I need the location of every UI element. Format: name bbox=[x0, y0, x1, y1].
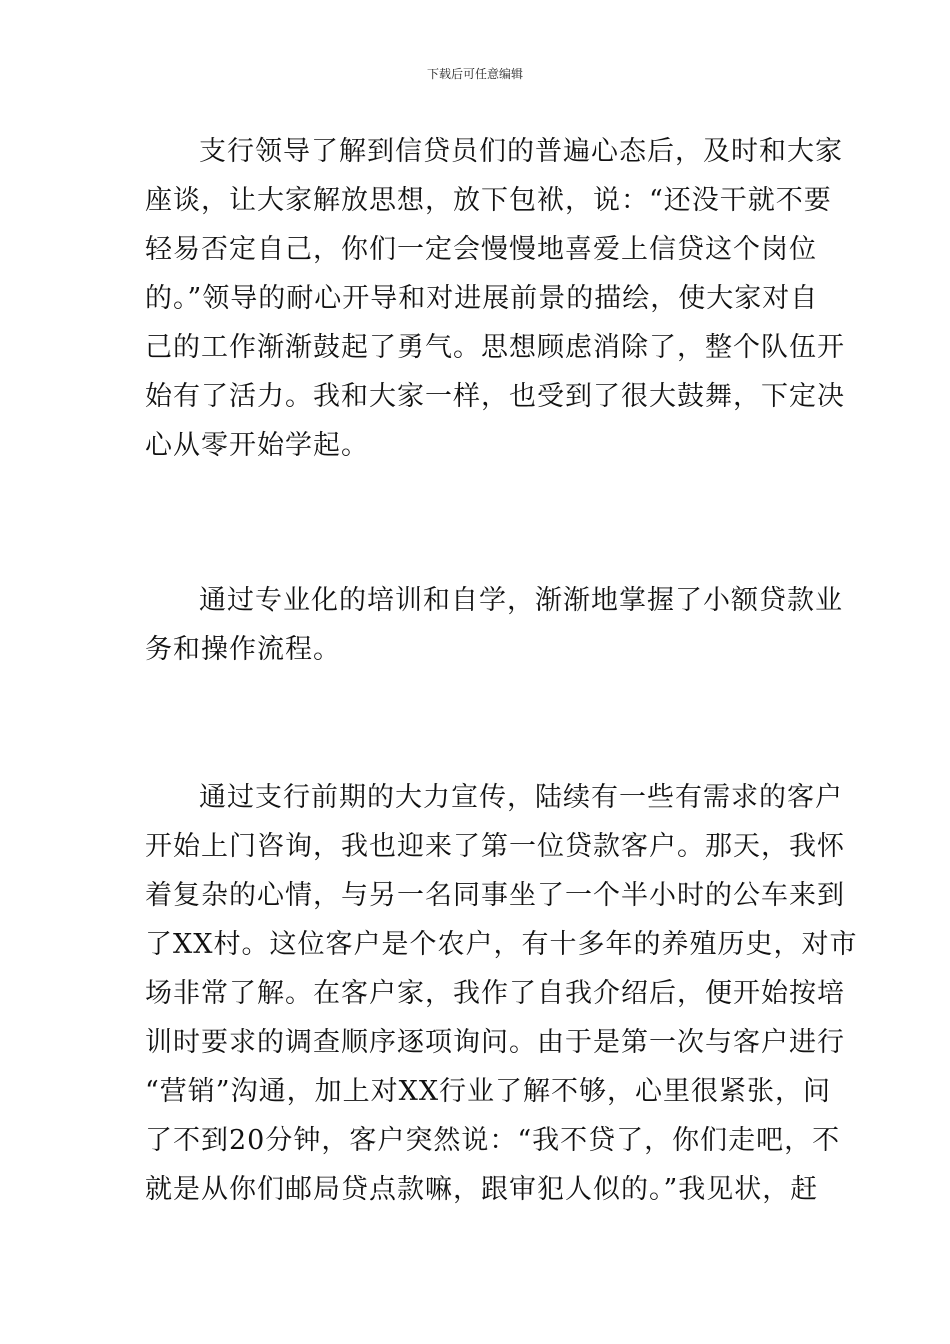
paragraph-3 bbox=[145, 773, 858, 1214]
paragraph-line: 训时要求的调查顺序逐项询问。由于是第一次与客户进行 bbox=[145, 1027, 845, 1058]
paragraph-line: 通过支行前期的大力宣传，陆续有一些有需求的客户 bbox=[199, 782, 843, 813]
paragraph-line: 己的工作渐渐鼓起了勇气。思想顾虑消除了，整个队伍开 bbox=[145, 332, 845, 363]
paragraph-line: 了不到20分钟，客户突然说：“我不贷了，你们走吧，不 bbox=[145, 1125, 841, 1156]
paragraph-line: 务和操作流程。 bbox=[145, 634, 341, 665]
paragraph-line: 心从零开始学起。 bbox=[145, 430, 369, 461]
paragraph-line: 支行领导了解到信贷员们的普遍心态后，及时和大家 bbox=[199, 136, 843, 167]
paragraph-line: 开始上门咨询，我也迎来了第一位贷款客户。那天，我怀 bbox=[145, 831, 845, 862]
paragraph-line: 通过专业化的培训和自学，渐渐地掌握了小额贷款业 bbox=[199, 585, 843, 616]
paragraph-line: “营销”沟通，加上对XX行业了解不够，心里很紧张，问 bbox=[145, 1076, 832, 1107]
paragraph-1 bbox=[145, 127, 845, 470]
paragraph-line: 着复杂的心情，与另一名同事坐了一个半小时的公车来到 bbox=[145, 880, 845, 911]
paragraph-line: 了XX村。这位客户是个农户，有十多年的养殖历史，对市 bbox=[145, 929, 858, 960]
paragraph-2 bbox=[145, 576, 843, 674]
paragraph-line: 场非常了解。在客户家，我作了自我介绍后，便开始按培 bbox=[145, 978, 845, 1009]
paragraph-line: 座谈，让大家解放思想，放下包袱，说：“还没干就不要 bbox=[145, 185, 832, 216]
paragraph-line: 始有了活力。我和大家一样，也受到了很大鼓舞，下定决 bbox=[145, 381, 845, 412]
header-note: 下载后可任意编辑 bbox=[426, 67, 523, 81]
paragraph-line: 的。”领导的耐心开导和对进展前景的描绘，使大家对自 bbox=[145, 283, 819, 314]
paragraph-line: 轻易否定自己，你们一定会慢慢地喜爱上信贷这个岗位 bbox=[145, 234, 817, 265]
paragraph-line: 就是从你们邮局贷点款嘛，跟审犯人似的。”我见状，赶 bbox=[145, 1174, 819, 1205]
